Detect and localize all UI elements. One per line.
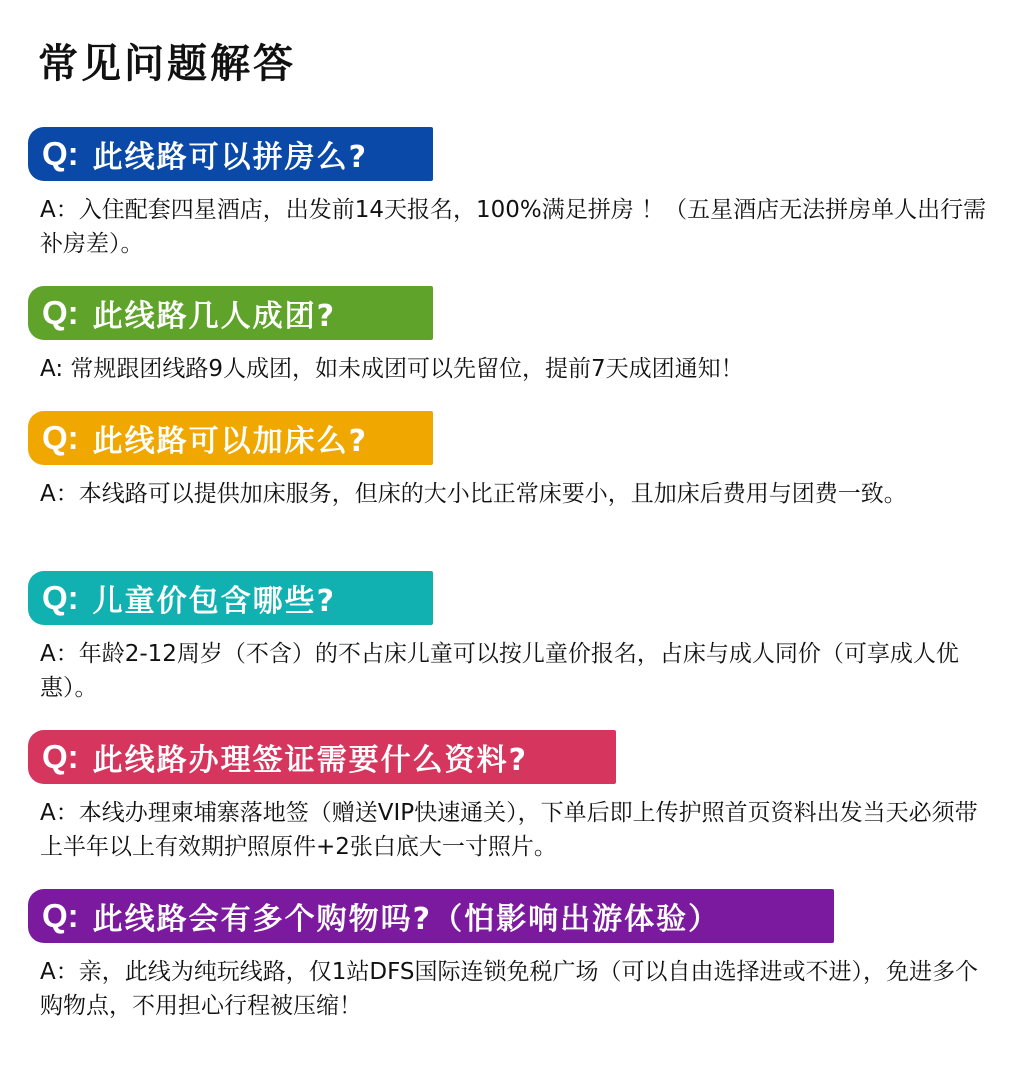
faq-item-extra-bed: [28, 411, 988, 511]
question-banner: [28, 411, 433, 465]
question-prefix: Q:: [42, 897, 79, 934]
question-banner: [28, 127, 433, 181]
question-text: 此线路会有多个购物吗?（怕影响出游体验）: [92, 902, 721, 937]
faq-item-child-price: [28, 571, 988, 705]
answer-text: A：亲，此线为纯玩线路，仅1站DFS国际连锁免税广场（可以自由选择进或不进），免进多个购物点，不用担心行程被压缩！: [40, 959, 979, 1019]
question-banner: [28, 571, 433, 625]
faq-item-visa: [28, 730, 988, 864]
question-text: 此线路可以加床么?: [92, 424, 369, 459]
answer-text: A：入住配套四星酒店，出发前14天报名，100%满足拼房 ！（五星酒店无法拼房单人出行需补房差）。: [40, 197, 987, 257]
question-prefix: Q:: [42, 579, 79, 616]
question-text: 儿童价包含哪些?: [92, 584, 337, 619]
faq-item-shopping: [28, 889, 988, 1023]
page-title: 常见问题解答: [38, 41, 296, 87]
question-prefix: Q:: [42, 419, 79, 456]
question-prefix: Q:: [42, 294, 79, 331]
question-prefix: Q:: [42, 738, 79, 775]
question-prefix: Q:: [42, 135, 79, 172]
answer-text: A：本线路可以提供加床服务，但床的大小比正常床要小，且加床后费用与团费一致。: [40, 481, 907, 507]
answer-text: A: 常规跟团线路9人成团，如未成团可以先留位，提前7天成团通知！: [40, 356, 744, 382]
question-text: 此线路办理签证需要什么资料?: [92, 743, 529, 778]
answer-text: A：年龄2-12周岁（不含）的不占床儿童可以按儿童价报名，占床与成人同价（可享成人优惠）。: [40, 641, 959, 701]
question-text: 此线路可以拼房么?: [92, 140, 369, 175]
question-banner: [28, 286, 433, 340]
faq-item-group-size: [28, 286, 988, 386]
answer-text: A：本线办理柬埔寨落地签（赠送VIP快速通关），下单后即上传护照首页资料出发当天必须带上半年以上有效期护照原件+2张白底大一寸照片。: [40, 800, 978, 860]
question-banner: [28, 889, 834, 943]
faq-item-rooming: [28, 127, 988, 261]
question-banner: [28, 730, 616, 784]
question-text: 此线路几人成团?: [92, 299, 337, 334]
